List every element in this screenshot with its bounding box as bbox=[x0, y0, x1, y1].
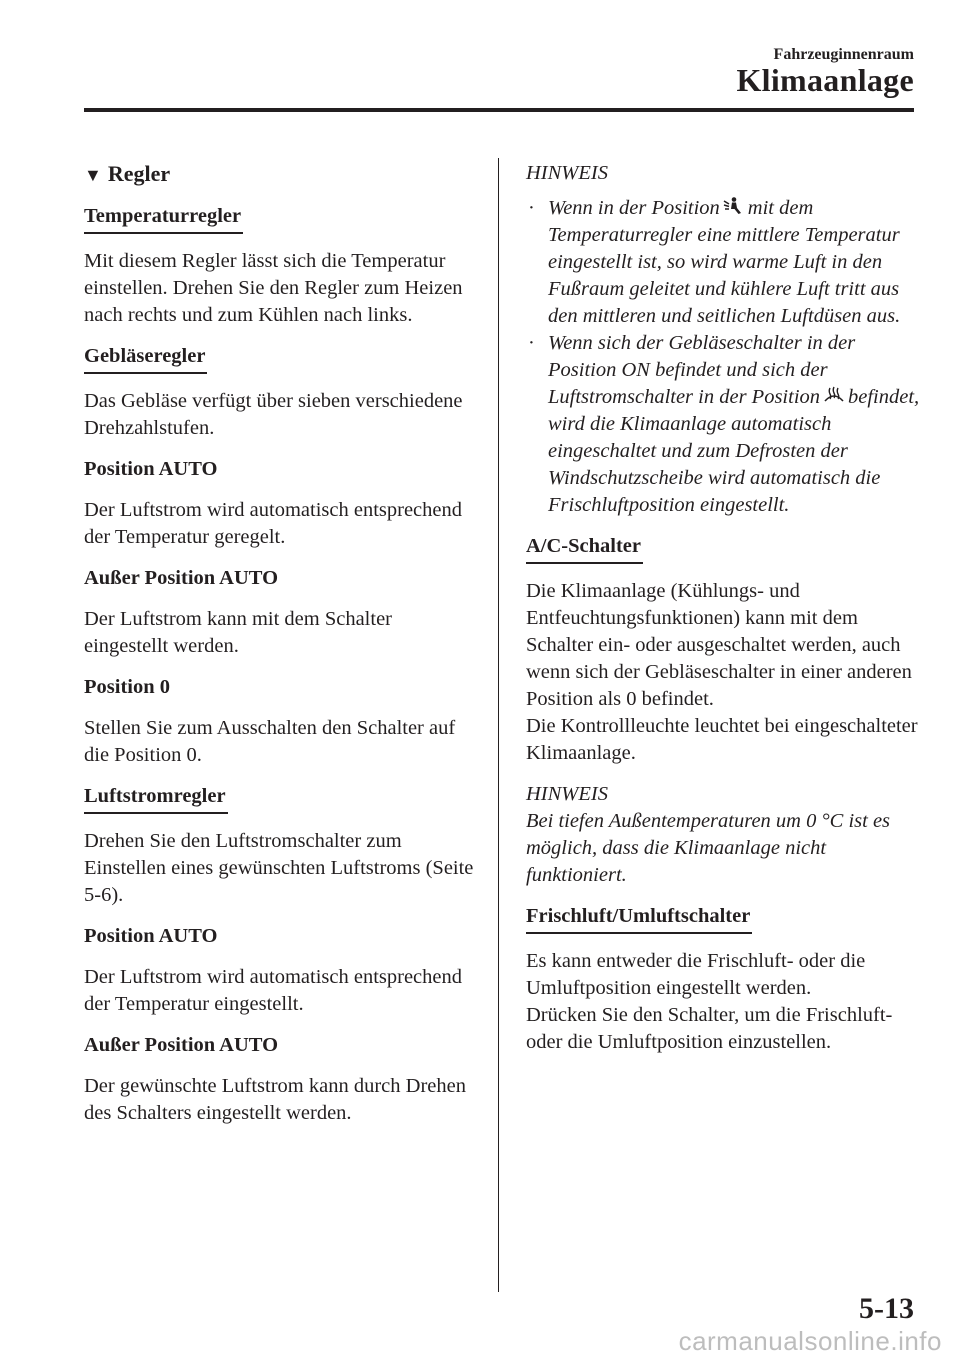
header-section: Fahrzeuginnenraum bbox=[773, 46, 914, 63]
bullet-icon: · bbox=[528, 332, 535, 354]
note-item bbox=[526, 330, 926, 519]
column-divider bbox=[498, 158, 499, 1292]
fan-manual-label: Außer Position AUTO bbox=[84, 567, 279, 589]
page-number: 5-13 bbox=[859, 1292, 914, 1325]
ac-switch-heading: A/C-Schalter bbox=[526, 533, 643, 564]
bullet-icon: · bbox=[528, 197, 535, 219]
note-item-text-end: mit dem Temperaturregler eine mittlere Temperatur eingestellt ist, so wird warme Luft in den Fußraum geleitet und kühlere Luft tritt aus den mittleren und seitlichen Luftdüsen aus. bbox=[548, 197, 901, 327]
left-column bbox=[84, 160, 479, 1141]
recirculation-instruction-text: Drücken Sie den Schalter, um die Frischluft- oder die Umluftposition einzustellen. bbox=[526, 1004, 893, 1053]
fan-auto-text: Der Luftstrom wird automatisch entsprechend der Temperatur geregelt. bbox=[84, 499, 462, 548]
fan-auto-label: Position AUTO bbox=[84, 458, 218, 480]
note-text: Bei tiefen Außentemperaturen um 0 °C ist es möglich, dass die Klimaanlage nicht funktioniert. bbox=[526, 810, 891, 886]
fan-zero-label: Position 0 bbox=[84, 676, 170, 698]
airflow-auto-label: Position AUTO bbox=[84, 925, 218, 947]
airflow-manual-label: Außer Position AUTO bbox=[84, 1034, 279, 1056]
ac-indicator-text: Die Kontrollleuchte leuchtet bei eingeschalteter Klimaanlage. bbox=[526, 715, 918, 764]
note-item-text-end: befindet, wird die Klimaanlage automatisch eingeschaltet und zum Defrosten der Windschutzscheibe wird automatisch die Frischluftposition eingestellt. bbox=[548, 386, 920, 516]
note-label: HINWEIS bbox=[526, 783, 608, 805]
main-heading bbox=[84, 160, 479, 189]
airflow-auto-text: Der Luftstrom wird automatisch entsprechend der Temperatur eingestellt. bbox=[84, 966, 462, 1015]
main-heading-text: Regler bbox=[107, 161, 171, 186]
airflow-control-heading: Luftstromregler bbox=[84, 783, 228, 814]
fan-zero-text: Stellen Sie zum Ausschalten den Schalter auf die Position 0. bbox=[84, 717, 456, 766]
recirculation-text: Es kann entweder die Frischluft- oder die Umluftposition eingestellt werden. bbox=[526, 950, 866, 999]
airflow-manual-text: Der gewünschte Luftstrom kann durch Drehen des Schalters eingestellt werden. bbox=[84, 1075, 466, 1124]
temperature-control-heading: Temperaturregler bbox=[84, 203, 243, 234]
note-item bbox=[526, 195, 926, 330]
watermark: carmanualsonline.info bbox=[678, 1326, 942, 1356]
page-title: Klimaanlage bbox=[736, 62, 914, 98]
airflow-control-text: Drehen Sie den Luftstromschalter zum Einstellen eines gewünschten Luftstroms (Seite 5-6). bbox=[84, 830, 474, 906]
fan-control-heading: Gebläseregler bbox=[84, 343, 207, 374]
fan-manual-text: Der Luftstrom kann mit dem Schalter eingestellt werden. bbox=[84, 608, 392, 657]
right-column bbox=[526, 160, 926, 1070]
note-item-text-start: Wenn sich der Gebläseschalter in der Position ON befindet und sich der Luftstromschalter in der Position bbox=[548, 332, 856, 408]
fan-control-text: Das Gebläse verfügt über sieben verschiedene Drehzahlstufen. bbox=[84, 390, 463, 439]
ac-switch-text: Die Klimaanlage (Kühlungs- und Entfeuchtungsfunktionen) kann mit dem Schalter ein- oder ausgeschaltet werden, auch wenn sich der Gebläseschalter in einer anderen Position als 0 befindet. bbox=[526, 580, 912, 710]
triangle-down-icon: ▼ bbox=[84, 165, 102, 185]
temperature-control-text: Mit diesem Regler lässt sich die Temperatur einstellen. Drehen Sie den Regler zum Heizen nach rechts und zum Kühlen nach links. bbox=[84, 250, 463, 326]
header-rule bbox=[84, 108, 914, 112]
note-label: HINWEIS bbox=[526, 162, 608, 184]
note-item-text-start: Wenn in der Position bbox=[548, 197, 720, 219]
defroster-icon bbox=[823, 385, 845, 405]
recirculation-switch-heading: Frischluft/Umluftschalter bbox=[526, 903, 752, 934]
foot-vent-icon bbox=[723, 196, 745, 216]
